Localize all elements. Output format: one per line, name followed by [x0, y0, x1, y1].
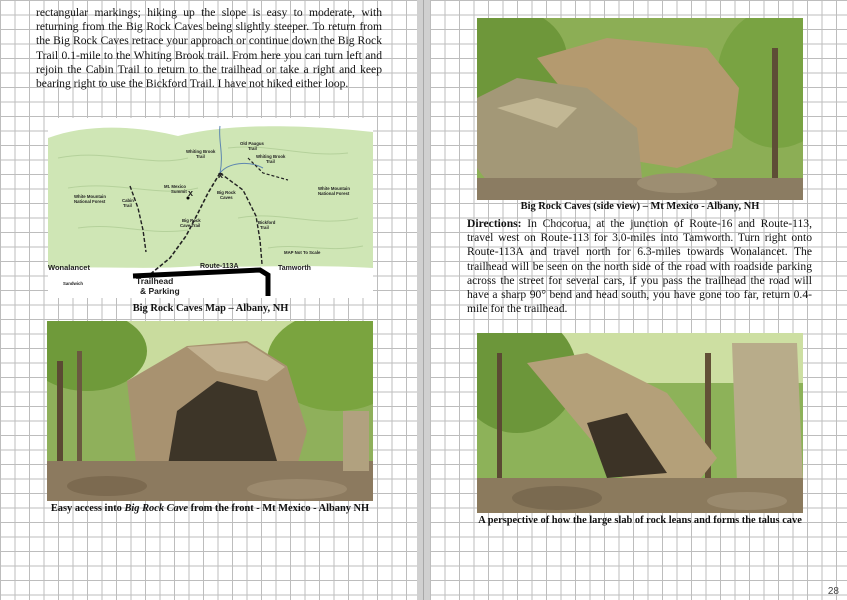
- page-number: 28: [827, 586, 839, 597]
- right-page: [430, 0, 847, 600]
- map-label-wmnf-right: White Mountain: [318, 186, 350, 191]
- map-label-wmnf-right-line2: National Forest: [318, 191, 350, 196]
- caption-prefix: Easy access into: [50, 503, 125, 514]
- map-label-cabin-trail-line2: Trail: [123, 203, 132, 208]
- talus-cave-caption: A perspective of how the large slab of rock leans and forms the talus cave: [478, 515, 802, 526]
- directions-paragraph: [467, 217, 812, 316]
- directions-text-wrap: [467, 217, 812, 316]
- map-label-whiting-brook-1: Whiting Brook: [186, 149, 216, 154]
- caption-italic: Big Rock Cave: [124, 503, 188, 514]
- map-label-not-to-scale: MAP Not To Scale: [284, 250, 321, 255]
- svg-text:x: x: [188, 188, 194, 198]
- cave-front-photo: [47, 321, 373, 501]
- cave-front-caption: [47, 503, 373, 514]
- map-label-whiting-brook-2-line2: Trail: [266, 159, 275, 164]
- talus-cave-photo: [477, 333, 803, 513]
- svg-text:x: x: [218, 170, 224, 180]
- map-label-bickford-trail: Bickford: [258, 220, 276, 225]
- map-caption: Big Rock Caves Map – Albany, NH: [132, 303, 289, 314]
- map-label-wmnf-left: White Mountain: [74, 194, 106, 199]
- map-label-big-rock-caves: Big Rock: [217, 190, 236, 195]
- directions-label: Directions:: [467, 217, 522, 230]
- map-label-trailhead: Trailhead: [136, 276, 174, 286]
- directions-text: In Chocorua, at the junction of Route-16 and Route-113, travel west on Route-113 for 3.0-miles into Tamworth. Turn right onto Route-113A and travel north for 6.3-miles towards Wonalancet. The trailhead will be seen on the north side of the road with roadside parking across the street for several cars, if you pass the trailhead the road will have a sharp 90° bend and head south, you have gone too far, return 0.4-mile for the trailhead.: [467, 217, 812, 316]
- intro-text: rectangular markings; hiking up the slope is easy to moderate, with returning from the Big Rock Caves being slightly steeper. To return from the Big Rock Caves retrace your approach or continue down the Big Rock Trail 0.1-mile to the Whiting Brook trail. From here you can turn left and rejoin the Cabin Trail to return to the trailhead or take a right and keep bearing right to use the Bickford Trail. I have not hiked either loop.: [36, 6, 382, 91]
- cave-side-photo-graphic: [477, 18, 803, 200]
- map-label-big-rock-cave-trail-line2: Cave Trail: [180, 223, 201, 228]
- map-label-bickford-trail-line2: Trail: [260, 225, 269, 230]
- intro-paragraph: [36, 6, 382, 91]
- map-label-old-paugus-line2: Trail: [248, 146, 257, 151]
- map-label-old-paugus: Old Paugus: [240, 141, 264, 146]
- trail-map: [48, 118, 373, 298]
- map-label-big-rock-caves-line2: Caves: [220, 195, 233, 200]
- cave-side-photo: [477, 18, 803, 200]
- map-label-parking: & Parking: [140, 286, 180, 296]
- cave-front-photo-graphic: [47, 321, 373, 501]
- map-label-wonalancet: Wonalancet: [48, 263, 90, 272]
- map-label-big-rock-cave-trail: Big Rock: [182, 218, 201, 223]
- map-label-tamworth: Tamworth: [278, 265, 311, 272]
- page-gutter: [417, 0, 430, 600]
- map-label-whiting-brook-1-line2: Trail: [196, 154, 205, 159]
- cave-side-caption: Big Rock Caves (side view) – Mt Mexico - Albany, NH: [520, 201, 760, 212]
- map-label-mt-mexico-summit-line2: Summit: [171, 189, 187, 194]
- caption-suffix: from the front - Mt Mexico - Albany NH: [187, 503, 370, 514]
- map-label-whiting-brook-2: Whiting Brook: [256, 154, 286, 159]
- talus-cave-photo-graphic: [477, 333, 803, 513]
- map-label-route-113a: Route-113A: [200, 263, 239, 270]
- map-label-cabin-trail: Cabin: [122, 198, 134, 203]
- trail-map-graphic: [48, 118, 373, 298]
- map-label-wmnf-left-line2: National Forest: [74, 199, 106, 204]
- left-page: [0, 0, 417, 600]
- map-label-mt-mexico-summit: Mt. Mexico: [164, 184, 186, 189]
- map-label-sandwich: Sandwich: [63, 281, 84, 286]
